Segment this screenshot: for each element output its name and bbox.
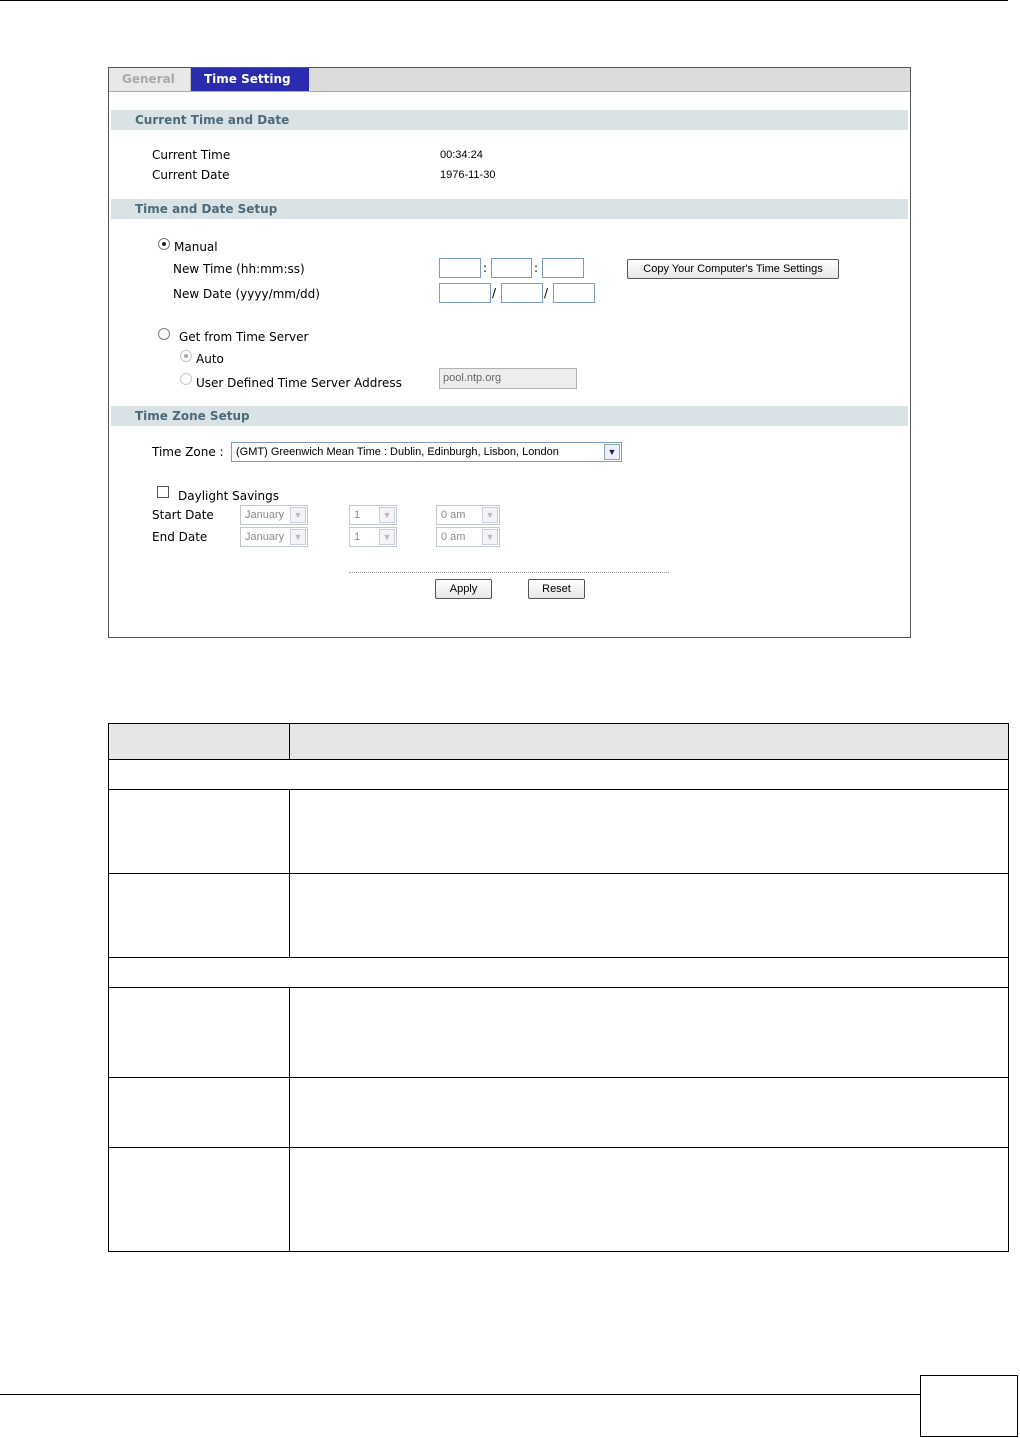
auto-label: Auto xyxy=(196,352,224,366)
table-rule xyxy=(108,759,1009,760)
time-separator-1: : xyxy=(483,261,488,275)
time-zone-label: Time Zone : xyxy=(152,445,224,459)
chevron-down-icon: ▼ xyxy=(290,529,306,545)
section-time-zone-setup: Time Zone Setup xyxy=(111,406,908,426)
user-defined-radio[interactable] xyxy=(180,373,192,385)
table-rule xyxy=(108,957,1009,958)
apply-button[interactable]: Apply xyxy=(435,579,492,599)
table-rule xyxy=(108,873,1009,874)
end-hour-select[interactable] xyxy=(436,527,500,547)
table-header-row xyxy=(109,724,1008,759)
end-month-select[interactable] xyxy=(240,527,308,547)
tab-bar xyxy=(109,68,910,92)
end-hour-value: 0 am xyxy=(441,531,466,543)
chevron-down-icon: ▼ xyxy=(482,529,498,545)
current-time-label: Current Time xyxy=(152,148,231,162)
daylight-savings-checkbox[interactable] xyxy=(157,486,169,498)
date-separator-2: / xyxy=(544,286,549,300)
current-time-value: 00:34:24 xyxy=(440,149,483,161)
chevron-down-icon: ▼ xyxy=(290,507,306,523)
footer-rule xyxy=(0,1394,920,1395)
section-time-date-setup: Time and Date Setup xyxy=(111,199,908,219)
page-number-box xyxy=(920,1375,1018,1437)
new-date-year-input[interactable] xyxy=(439,283,491,303)
chevron-down-icon: ▼ xyxy=(379,529,395,545)
chevron-down-icon: ▼ xyxy=(379,507,395,523)
time-setting-screen xyxy=(108,67,911,638)
start-date-label: Start Date xyxy=(152,508,214,522)
new-date-label: New Date (yyyy/mm/dd) xyxy=(173,287,320,301)
button-divider xyxy=(349,572,669,573)
table-column-divider xyxy=(289,723,290,759)
section-current-time-date: Current Time and Date xyxy=(111,110,908,130)
start-month-select[interactable] xyxy=(240,505,308,525)
time-server-address-input[interactable]: pool.ntp.org xyxy=(439,368,577,389)
tab-time-setting[interactable]: Time Setting xyxy=(191,68,309,91)
start-month-value: January xyxy=(245,509,285,521)
time-zone-value: (GMT) Greenwich Mean Time : Dublin, Edinburgh, Lisbon, London xyxy=(236,446,559,458)
start-day-value: 1 xyxy=(354,509,361,521)
manual-radio[interactable] xyxy=(158,238,170,250)
end-day-select[interactable] xyxy=(349,527,397,547)
end-day-value: 1 xyxy=(354,531,361,543)
start-day-select[interactable] xyxy=(349,505,397,525)
current-date-value: 1976-11-30 xyxy=(440,169,496,181)
time-server-radio[interactable] xyxy=(158,328,170,340)
chevron-down-icon: ▼ xyxy=(482,507,498,523)
end-date-label: End Date xyxy=(152,530,208,544)
current-date-label: Current Date xyxy=(152,168,230,182)
time-zone-select[interactable] xyxy=(231,442,622,462)
new-time-minute-input[interactable] xyxy=(491,258,532,278)
copy-computer-time-button[interactable]: Copy Your Computer's Time Settings xyxy=(627,259,839,279)
new-date-day-input[interactable] xyxy=(553,283,595,303)
tab-general[interactable]: General xyxy=(109,68,191,91)
user-defined-label: User Defined Time Server Address xyxy=(196,376,402,390)
start-hour-select[interactable] xyxy=(436,505,500,525)
reset-button[interactable]: Reset xyxy=(528,579,585,599)
time-server-label: Get from Time Server xyxy=(179,330,309,344)
manual-label: Manual xyxy=(174,240,218,254)
table-rule xyxy=(108,789,1009,790)
new-time-label: New Time (hh:mm:ss) xyxy=(173,262,305,276)
table-column-divider xyxy=(289,987,290,1252)
new-time-hour-input[interactable] xyxy=(439,258,481,278)
new-time-second-input[interactable] xyxy=(542,258,584,278)
table-rule xyxy=(108,987,1009,988)
start-hour-value: 0 am xyxy=(441,509,466,521)
daylight-savings-label: Daylight Savings xyxy=(178,489,279,503)
chevron-down-icon: ▼ xyxy=(604,444,620,460)
auto-radio[interactable] xyxy=(180,350,192,362)
date-separator-1: / xyxy=(492,286,497,300)
table-rule xyxy=(108,1077,1009,1078)
table-column-divider xyxy=(289,789,290,957)
table-rule xyxy=(108,1147,1009,1148)
end-month-value: January xyxy=(245,531,285,543)
time-separator-2: : xyxy=(534,261,539,275)
page-top-rule xyxy=(0,0,1008,1)
new-date-month-input[interactable] xyxy=(501,283,543,303)
